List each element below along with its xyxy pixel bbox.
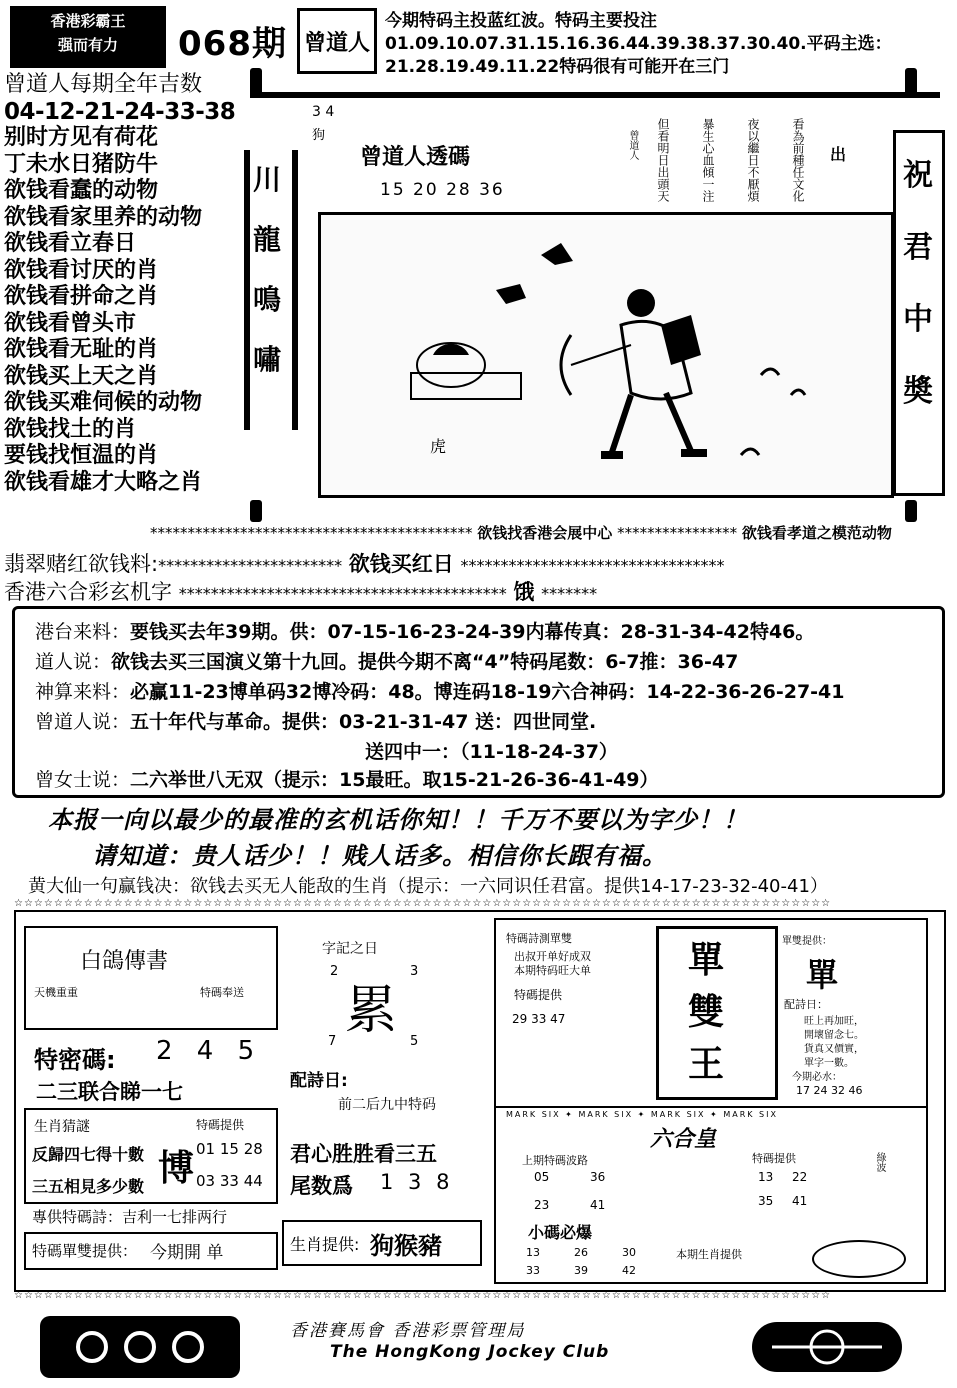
- info-line: [35, 677, 845, 704]
- star-fill: ***********************: [158, 556, 343, 575]
- scroll-chu: 出: [830, 145, 847, 164]
- riddle-line: 欲钱看拼命之肖: [4, 284, 159, 309]
- pigeon-sub-left: 天機重重: [34, 986, 78, 999]
- shengxiao-value: 狗猴豬: [370, 1231, 442, 1260]
- archer-drawing: [321, 215, 891, 495]
- scroll-rod-bottom-left: [250, 500, 262, 522]
- riddle-line: 欲钱看无耻的肖: [4, 337, 159, 362]
- star-border-bottom: ☆☆☆☆☆☆☆☆☆☆☆☆☆☆☆☆☆☆☆☆☆☆☆☆☆☆☆☆☆☆☆☆☆☆☆☆☆☆☆☆☆☆☆☆☆☆☆☆☆☆☆☆☆☆☆☆☆☆☆☆☆☆☆☆☆☆☆☆☆☆☆☆☆☆☆☆☆☆☆☆☆☆: [14, 1290, 832, 1301]
- riddle-line: 欲钱看家里养的动物: [4, 204, 203, 230]
- info-line: [35, 617, 814, 644]
- pigeon-sub-right: 特碼奉送: [200, 986, 244, 999]
- archer-illustration: [318, 212, 894, 498]
- info-text: 必赢11-23博单码32博冷码：48。博连码18-19六合神码：14-22-36-26-27-41: [130, 681, 845, 703]
- riddle-line: 欲钱看立春日: [4, 231, 137, 256]
- poem-title: 特碼詩測單雙: [506, 932, 572, 945]
- riddle-line: 别时方见有荷花: [4, 125, 159, 150]
- star-fill: *******************************************: [150, 524, 473, 542]
- vertical-char: 龍: [252, 223, 281, 256]
- dsw-char: 王: [688, 1043, 725, 1085]
- logo-line1: 香港彩霸王: [50, 12, 126, 30]
- bose-num: 36: [590, 1170, 606, 1184]
- left-riddle-column: [4, 72, 244, 496]
- vertical-char: 奬: [903, 374, 933, 409]
- info-line: [35, 647, 738, 674]
- knot-icon: [40, 1316, 240, 1378]
- mark-six-label: MARK SIX: [650, 1110, 706, 1119]
- poem-column: 夜以繼日不厭煩: [746, 118, 760, 202]
- info-text: 五十年代与革命。提供：03-21-31-47 送：四世同堂.: [130, 711, 597, 733]
- right-bottom-nums: 17 24 32 46: [796, 1084, 863, 1097]
- riddle-line: 欲钱买难伺候的动物: [4, 390, 203, 415]
- footer-en-text: The HongKong Jockey Club: [330, 1342, 610, 1362]
- mark-six-label: MARK SIX: [506, 1110, 561, 1119]
- footer-cn-text: 香港賽馬會 香港彩票管理局: [290, 1321, 526, 1341]
- riddle-line: 欲钱买上天之肖: [4, 363, 159, 389]
- info-line: [35, 707, 596, 734]
- lingbo-label: 綠波: [874, 1152, 885, 1172]
- xiaoma-num: 30: [622, 1246, 636, 1259]
- info-line: [365, 737, 618, 764]
- riddle-line: 丁未水日猪防牛: [4, 151, 159, 177]
- xiaoma-num: 13: [526, 1246, 540, 1259]
- lianhe-text: 二三联合睇一七: [36, 1080, 183, 1104]
- dsw-char: 雙: [688, 991, 725, 1033]
- dsw-char: 單: [688, 939, 725, 981]
- riddle-line: 欲钱看雄才大略之肖: [4, 469, 203, 495]
- footer-logo-right: [752, 1322, 902, 1372]
- dan-label: 單雙提供：: [782, 936, 832, 947]
- lucky-numbers: 04-12-21-24-33-38: [4, 98, 236, 125]
- bose-num: 41: [590, 1198, 606, 1212]
- tema-tigong: 特碼提供: [514, 988, 563, 1002]
- bose-title: 上期特碼波路: [522, 1154, 588, 1167]
- shengxiao-label: 生肖提供:: [290, 1235, 360, 1254]
- star-fill: *********************************: [460, 556, 725, 575]
- footer-logo-left: [40, 1316, 240, 1378]
- star-line-3-mid: 饿: [513, 580, 535, 604]
- digit-3: 3: [410, 964, 419, 979]
- tema-nums: 29 33 47: [512, 1012, 566, 1026]
- vertical-char: 中: [903, 302, 933, 337]
- riddle-line: 欲钱看蠢的动物: [4, 178, 159, 203]
- mark-six-label: MARK SIX: [578, 1110, 634, 1119]
- vertical-char: 君: [903, 230, 933, 265]
- weishu-label: 尾数爲: [290, 1174, 353, 1198]
- star-line-3-left: 香港六合彩玄机字: [4, 580, 172, 604]
- info-source: 港台来料：: [35, 621, 131, 643]
- peishi-right-line: 旺上再加旺，: [804, 1016, 864, 1027]
- scroll-digits: 3 4: [312, 104, 335, 120]
- seal-stamp: 曾道人: [297, 8, 377, 74]
- pigeon-letter-box: [24, 926, 278, 1030]
- bo-char: 博: [158, 1147, 195, 1189]
- riddle-line: 欲钱看曾头市: [4, 310, 137, 336]
- riddle-line-b: 三五相見多少數: [32, 1177, 145, 1196]
- peishi-right-label: 配詩日：: [784, 998, 828, 1011]
- slogan-line-2: 请知道：贵人话少！！贱人话多。相信你长跟有福。: [92, 842, 667, 870]
- poem-line: 專供特碼詩：吉利一七排两行: [32, 1208, 228, 1226]
- poem-line-2: 本期特码旺大单: [514, 964, 591, 977]
- vertical-text-left: [252, 150, 282, 390]
- digit-2: 2: [330, 964, 339, 979]
- riddle-line: 欲钱找土的肖: [4, 416, 137, 442]
- riddle-line: 要钱找恒温的肖: [4, 443, 159, 468]
- peishi-right-line: 開壞留念七。: [804, 1030, 864, 1041]
- digit-5: 5: [410, 1034, 419, 1049]
- peishi-text: 前二后九中特码: [338, 1097, 436, 1113]
- digit-7: 7: [328, 1034, 337, 1049]
- liuhe-title: 六合皇: [650, 1126, 717, 1152]
- vertical-char: 川: [252, 163, 281, 196]
- info-text: 送四中一：（11-18-24-37）: [365, 741, 618, 763]
- star-line-2: [4, 548, 724, 578]
- scroll-dog: 狗: [312, 128, 326, 143]
- tema-nums-b: 03 33 44: [196, 1172, 263, 1190]
- xiaoma-num: 26: [574, 1246, 588, 1259]
- star-line-1: [150, 522, 892, 543]
- info-source: 道人说：: [35, 651, 112, 673]
- pigeon-title: 白鴿傳書: [80, 949, 169, 974]
- weishu-value: 1 3 8: [380, 1170, 454, 1194]
- info-line: [35, 765, 659, 792]
- star-line-2-left: 翡翠赌红欲钱料:: [4, 552, 159, 576]
- big-char: 累: [345, 981, 398, 1041]
- star-fill: *******: [541, 584, 598, 603]
- riddle-line: 欲钱看讨厌的肖: [4, 257, 159, 283]
- info-text: 二六举世八无双（提示：15最旺。取15-21-26-36-41-49）: [130, 769, 659, 791]
- info-source: 曾道人说：: [35, 711, 131, 733]
- scroll-numbers: 15 20 28 36: [380, 180, 505, 200]
- rosette-emblem: [812, 1240, 906, 1278]
- tema-tigong-right: 特碼提供: [752, 1152, 796, 1165]
- newspaper-logo: [10, 6, 166, 68]
- poem-author: 曾道人: [627, 130, 638, 160]
- poem-column: 但看明日出頭天: [656, 118, 670, 202]
- bose-num: 23: [534, 1198, 550, 1212]
- bose-num: 05: [534, 1170, 550, 1184]
- danshuang-label: 特碼單雙提供：: [32, 1242, 138, 1260]
- poem-column: 看為前種任文化: [791, 118, 805, 202]
- zodiac-riddle-title: 生肖猜謎: [34, 1119, 90, 1135]
- bi-label: 今期必水：: [792, 1072, 842, 1083]
- mark-six-label: MARK SIX: [723, 1110, 778, 1119]
- star-fill: ****************: [617, 524, 738, 542]
- vertical-text-right: [900, 140, 936, 428]
- scroll-tiger: 虎: [430, 437, 447, 456]
- scroll-rod-bottom-right: [905, 500, 917, 522]
- riddle-line-a: 反歸四七得十數: [32, 1145, 145, 1164]
- info-text: 欲钱去买三国演义第十九回。提供今期不离“4”特码尾数：6-7推：36-47: [111, 651, 739, 673]
- header-notice: 今期特码主投蓝红波。特码主要投注01.09.10.07.31.15.16.36.44.39.38.37.30.40.平码主选：21.28.19.49.11.22特码很有可能开在三门: [385, 11, 892, 77]
- scroll-top-bar: [250, 92, 940, 98]
- star-line-2-mid: 欲钱买红日: [348, 552, 454, 576]
- junxin-text: 君心胜胜看三五: [290, 1142, 437, 1166]
- xiaoma-title: 小碼必爆: [528, 1223, 593, 1242]
- tema-num: 41: [792, 1194, 808, 1208]
- slogan-line-1: 本报一向以最少的最准的玄机话你知！！千万不要以为字少！！: [48, 806, 748, 834]
- xiaoma-num: 33: [526, 1264, 540, 1277]
- tema-num: 22: [792, 1170, 808, 1184]
- vertical-char: 祝: [903, 158, 933, 193]
- info-source: 曾女士说：: [35, 769, 131, 791]
- scroll-title: 曾道人透碼: [360, 144, 471, 170]
- dan-char: 單: [806, 956, 839, 994]
- shengxiao-right-title: 本期生肖提供: [676, 1248, 742, 1261]
- poem-line-1: 出叔开单好成双: [514, 950, 591, 963]
- tema-label: 特密碼:: [34, 1046, 116, 1074]
- star-line-1-right: 欲钱看孝道之模范动物: [741, 524, 892, 542]
- dsw-chars: [688, 934, 724, 1090]
- peishi-right-line: 貨真又價實，: [804, 1044, 864, 1055]
- tema-value: 2 4 5: [156, 1036, 263, 1066]
- tema-num: 13: [758, 1170, 774, 1184]
- star-line-1-mid: 欲钱找香港会展中心: [477, 524, 613, 542]
- vertical-char: 嘯: [252, 343, 281, 376]
- peishi-right-line: 單字一數。: [804, 1058, 854, 1069]
- left-title: 曾道人每期全年吉数: [4, 72, 203, 97]
- mark-six-border: MARK SIX ✦ MARK SIX ✦ MARK SIX ✦ MARK SIX: [506, 1110, 778, 1119]
- tema-tigong-title: 特碼提供: [196, 1118, 245, 1132]
- peishi-label: 配詩日:: [290, 1071, 348, 1091]
- logo-line2: 强而有力: [57, 36, 118, 54]
- huang-daxian-line: 黄大仙一句赢钱决：欲钱去买无人能敌的生肖（提示：一六同识任君富。提供14-17-23-32-40-41）: [28, 876, 828, 897]
- insider-info-box: [12, 606, 945, 798]
- info-text: 要钱买去年39期。供：07-15-16-23-24-39内幕传真：28-31-34-42特46。: [130, 621, 815, 643]
- tema-nums-a: 01 15 28: [196, 1140, 263, 1158]
- xiaoma-num: 39: [574, 1264, 588, 1277]
- star-border-top: ☆☆☆☆☆☆☆☆☆☆☆☆☆☆☆☆☆☆☆☆☆☆☆☆☆☆☆☆☆☆☆☆☆☆☆☆☆☆☆☆☆☆☆☆☆☆☆☆☆☆☆☆☆☆☆☆☆☆☆☆☆☆☆☆☆☆☆☆☆☆☆☆☆☆☆☆☆☆☆☆☆☆: [14, 898, 832, 909]
- horse-emblem-icon: [752, 1322, 902, 1372]
- vertical-char: 鳴: [252, 283, 281, 316]
- star-fill: *****************************************: [178, 584, 507, 603]
- xiaoma-num: 42: [622, 1264, 636, 1277]
- issue-number: 068期: [178, 24, 287, 64]
- poem-column: 暴生心血傾一注: [701, 118, 715, 202]
- danshuang-value: 今期開 单: [150, 1243, 224, 1263]
- tema-num: 35: [758, 1194, 774, 1208]
- ziji-label: 字記之日: [322, 941, 378, 957]
- star-line-3: [4, 576, 597, 606]
- info-source: 神算来料：: [35, 681, 131, 703]
